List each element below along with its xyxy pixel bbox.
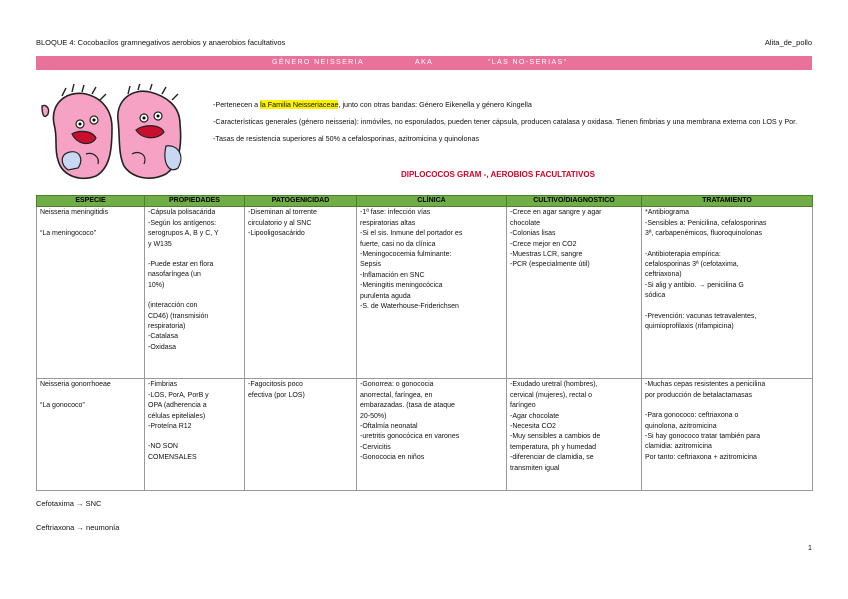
cell-line: quinolona, azitromicina: [645, 422, 717, 430]
cell-clinica: [357, 207, 507, 379]
cell-line: [40, 219, 141, 229]
cell-line: [148, 291, 241, 301]
intro-bullet-resistance: -Tasas de resistencia superiores al 50% a cefalosporinas, azitromicina y quinolonas: [213, 134, 480, 143]
left-coccus-drawing: [42, 84, 112, 178]
cell-line: OPA (adherencia a: [148, 402, 207, 410]
diplococci-cartoon-illustration: [40, 84, 192, 184]
cell-line: cervical (mujeres), rectal o: [510, 391, 593, 399]
cell-line: COMENSALES: [148, 453, 197, 461]
cell-line: *Antibiograma: [645, 209, 689, 217]
cell-clinica: [357, 379, 507, 491]
cell-line: “La gonococo”: [40, 401, 85, 409]
cell-line: -Exudado uretral (hombres),: [510, 381, 598, 389]
cell-line: -Muestras LCR, sangre: [510, 251, 583, 259]
cell-line: -Gonorrea: o gonococia: [360, 381, 434, 389]
cell-line: -Meningitis meningocócica: [360, 282, 443, 290]
cell-line: cefalosporinas 3ª (cefotaxima,: [645, 261, 739, 269]
cell-line: células epiteliales): [148, 412, 206, 420]
cell-line: 10%): [148, 281, 165, 289]
cell-line: clamidia: azitromicina: [645, 443, 712, 451]
cell-line: -Muchas cepas resistentes a penicilina: [645, 381, 766, 389]
cell-line: -uretritis gonocócica en varones: [360, 433, 460, 441]
cell-line: transmiten igual: [510, 464, 560, 472]
cell-line: [645, 240, 809, 250]
table-row: [37, 207, 813, 379]
section-subtitle: DIPLOCOCOS GRAM -, AEROBIOS FACULTATIVOS: [401, 170, 595, 179]
intro-bullet-family: [213, 100, 815, 109]
cell-line: [148, 250, 241, 260]
section-banner: [36, 56, 812, 70]
cell-line: -Prevención: vacunas tetravalentes,: [645, 312, 757, 320]
cell-line: purulenta aguda: [360, 292, 411, 300]
cell-line: -NO SON: [148, 443, 178, 451]
cell-line: -Inflamación en SNC: [360, 271, 425, 279]
cell-line: -Agar chocolate: [510, 412, 560, 420]
cell-line: -Sensibles a: Penicilina, cefalosporinas: [645, 219, 767, 227]
intro-bullet-characteristics: -Características generales (género neisseria): inmóviles, no esporulados, pueden tener cápsula, producen catalasa y oxidasa. Tienen fimbrias y una membrana externa con LOS y Por.: [213, 117, 798, 126]
col-header-propiedades: PROPIEDADES: [145, 196, 245, 207]
intro-family-post: , junto con otras bandas: Género Eikenella y género Kingella: [338, 100, 532, 109]
cell-line: -Fimbrias: [148, 381, 178, 389]
cell-tratamiento: [642, 207, 813, 379]
cell-line: [645, 302, 809, 312]
cell-line: chocolate: [510, 219, 540, 227]
col-header-tratamiento: TRATAMIENTO: [642, 196, 813, 207]
cell-line: -Para gonococo: ceftriaxona o: [645, 412, 739, 420]
cell-line: faríngeo: [510, 402, 536, 410]
cell-line: CD46) (transmisión: [148, 312, 209, 320]
cell-line: “La meningococo”: [40, 229, 97, 237]
footnote-cefotaxima: Cefotaxima → SNC: [36, 499, 102, 508]
cell-line: 3ª, carbapenémicos, fluoroquinolonas: [645, 230, 762, 238]
cell-line: -Según los antígenos:: [148, 219, 217, 227]
cell-cultivo: [507, 379, 642, 491]
cell-line: -LOS, PorA, PorB y: [148, 391, 209, 399]
cell-line: -Crece en agar sangre y agar: [510, 209, 602, 217]
cell-patogenicidad: [245, 379, 357, 491]
neisseria-table: [36, 195, 813, 491]
cell-line: -Cervicitis: [360, 443, 391, 451]
col-header-cultivo: CULTIVO/DIAGNOSTICO: [507, 196, 642, 207]
cell-especie: [37, 207, 145, 379]
footnote-ceftriaxona: Ceftriaxona → neumonía: [36, 523, 120, 532]
table-header-row: [37, 196, 813, 207]
page-number: 1: [807, 543, 812, 552]
cell-line: -Si el sis. Inmune del portador es: [360, 230, 463, 238]
cell-especie: [37, 379, 145, 491]
cell-line: -1ª fase: infección vías: [360, 209, 431, 217]
cell-line: Neisseria meningitidis: [40, 209, 109, 217]
cell-line: -Muy sensibles a cambios de: [510, 433, 601, 441]
cell-line: anorrectal, faríngea, en: [360, 391, 433, 399]
cell-line: Por tanto: ceftriaxona + azitromicina: [645, 453, 757, 461]
cell-line: -Necesita CO2: [510, 423, 556, 431]
cell-line: -Oftalmía neonatal: [360, 423, 418, 431]
cell-line: -Catalasa: [148, 333, 178, 341]
cell-line: respiratoria): [148, 323, 186, 331]
intro-family-pre: -Pertenecen a: [213, 100, 261, 109]
intro-family-highlight: la Familia Neisseriaceae: [260, 100, 339, 109]
cell-line: serogrupos A, B y C, Y: [148, 230, 219, 238]
cell-line: -Puede estar en flora: [148, 261, 214, 269]
cell-line: (interacción con: [148, 302, 198, 310]
banner-aka: AKA: [415, 59, 434, 66]
cell-line: -S. de Waterhouse-Friderichsen: [360, 303, 459, 311]
cell-line: y W135: [148, 240, 172, 248]
cell-propiedades: [145, 379, 245, 491]
right-coccus-drawing: [118, 84, 181, 178]
banner-nickname: “LAS NO-SERIAS”: [488, 59, 568, 66]
cell-cultivo: [507, 207, 642, 379]
document-author: Alita_de_pollo: [764, 38, 812, 47]
cell-patogenicidad: [245, 207, 357, 379]
cell-line: embarazadas. (tasa de ataque: [360, 402, 455, 410]
cell-line: por producción de betalactamasas: [645, 391, 753, 399]
cell-line: -diferenciar de clamidia, se: [510, 454, 594, 462]
cell-tratamiento: [642, 379, 813, 491]
cell-line: -Gonococia en niños: [360, 454, 425, 462]
document-header-title: BLOQUE 4: Cocobacilos gramnegativos aerobios y anaerobios facultativos: [36, 38, 286, 47]
cell-line: -Crece mejor en CO2: [510, 240, 577, 248]
cell-line: ceftriaxona): [645, 271, 682, 279]
cell-line: Neisseria gonorrhoeae: [40, 381, 111, 389]
cell-line: respiratorias altas: [360, 219, 416, 227]
cell-line: -Si alig y antibio. → penicilina G: [645, 281, 744, 289]
cell-line: -Si hay gonococo tratar también para: [645, 433, 761, 441]
intro-bullets: [213, 100, 815, 151]
cell-line: 20-50%): [360, 412, 387, 420]
cell-line: -PCR (especialmente útil): [510, 261, 590, 269]
cell-line: -Oxidasa: [148, 343, 177, 351]
cell-line: circulatorio y al SNC: [248, 219, 312, 227]
cell-line: Sepsis: [360, 261, 382, 269]
cell-propiedades: [145, 207, 245, 379]
cell-line: -Fagocitosis poco: [248, 381, 303, 389]
cell-line: -Meningococemia fulminante:: [360, 251, 452, 259]
cell-line: [40, 391, 141, 401]
table-row: [37, 379, 813, 491]
cell-line: nasofaríngea (un: [148, 271, 201, 279]
cell-line: -Antibioterapia empírica:: [645, 250, 721, 258]
cell-line: -Colonias lisas: [510, 230, 556, 238]
banner-title: GÉNERO NEISSERIA: [272, 59, 365, 66]
cell-line: -Diseminan al torrente: [248, 209, 317, 217]
col-header-especie: ESPECIE: [37, 196, 145, 207]
cell-line: efectiva (por LOS): [248, 391, 305, 399]
cell-line: [645, 401, 809, 411]
cell-line: -Cápsula polisacárida: [148, 209, 216, 217]
cell-line: temperatura, ph y humedad: [510, 443, 596, 451]
cell-line: -Proteína R12: [148, 423, 192, 431]
col-header-clinica: CLÍNICA: [357, 196, 507, 207]
cell-line: -Lipooligosacárido: [248, 230, 305, 238]
col-header-patogenicidad: PATOGENICIDAD: [245, 196, 357, 207]
cell-line: [148, 432, 241, 442]
cell-line: quimioprofilaxis (rifampicina): [645, 323, 734, 331]
cell-line: sódica: [645, 292, 666, 300]
cell-line: fuerte, casi no da clínica: [360, 240, 436, 248]
